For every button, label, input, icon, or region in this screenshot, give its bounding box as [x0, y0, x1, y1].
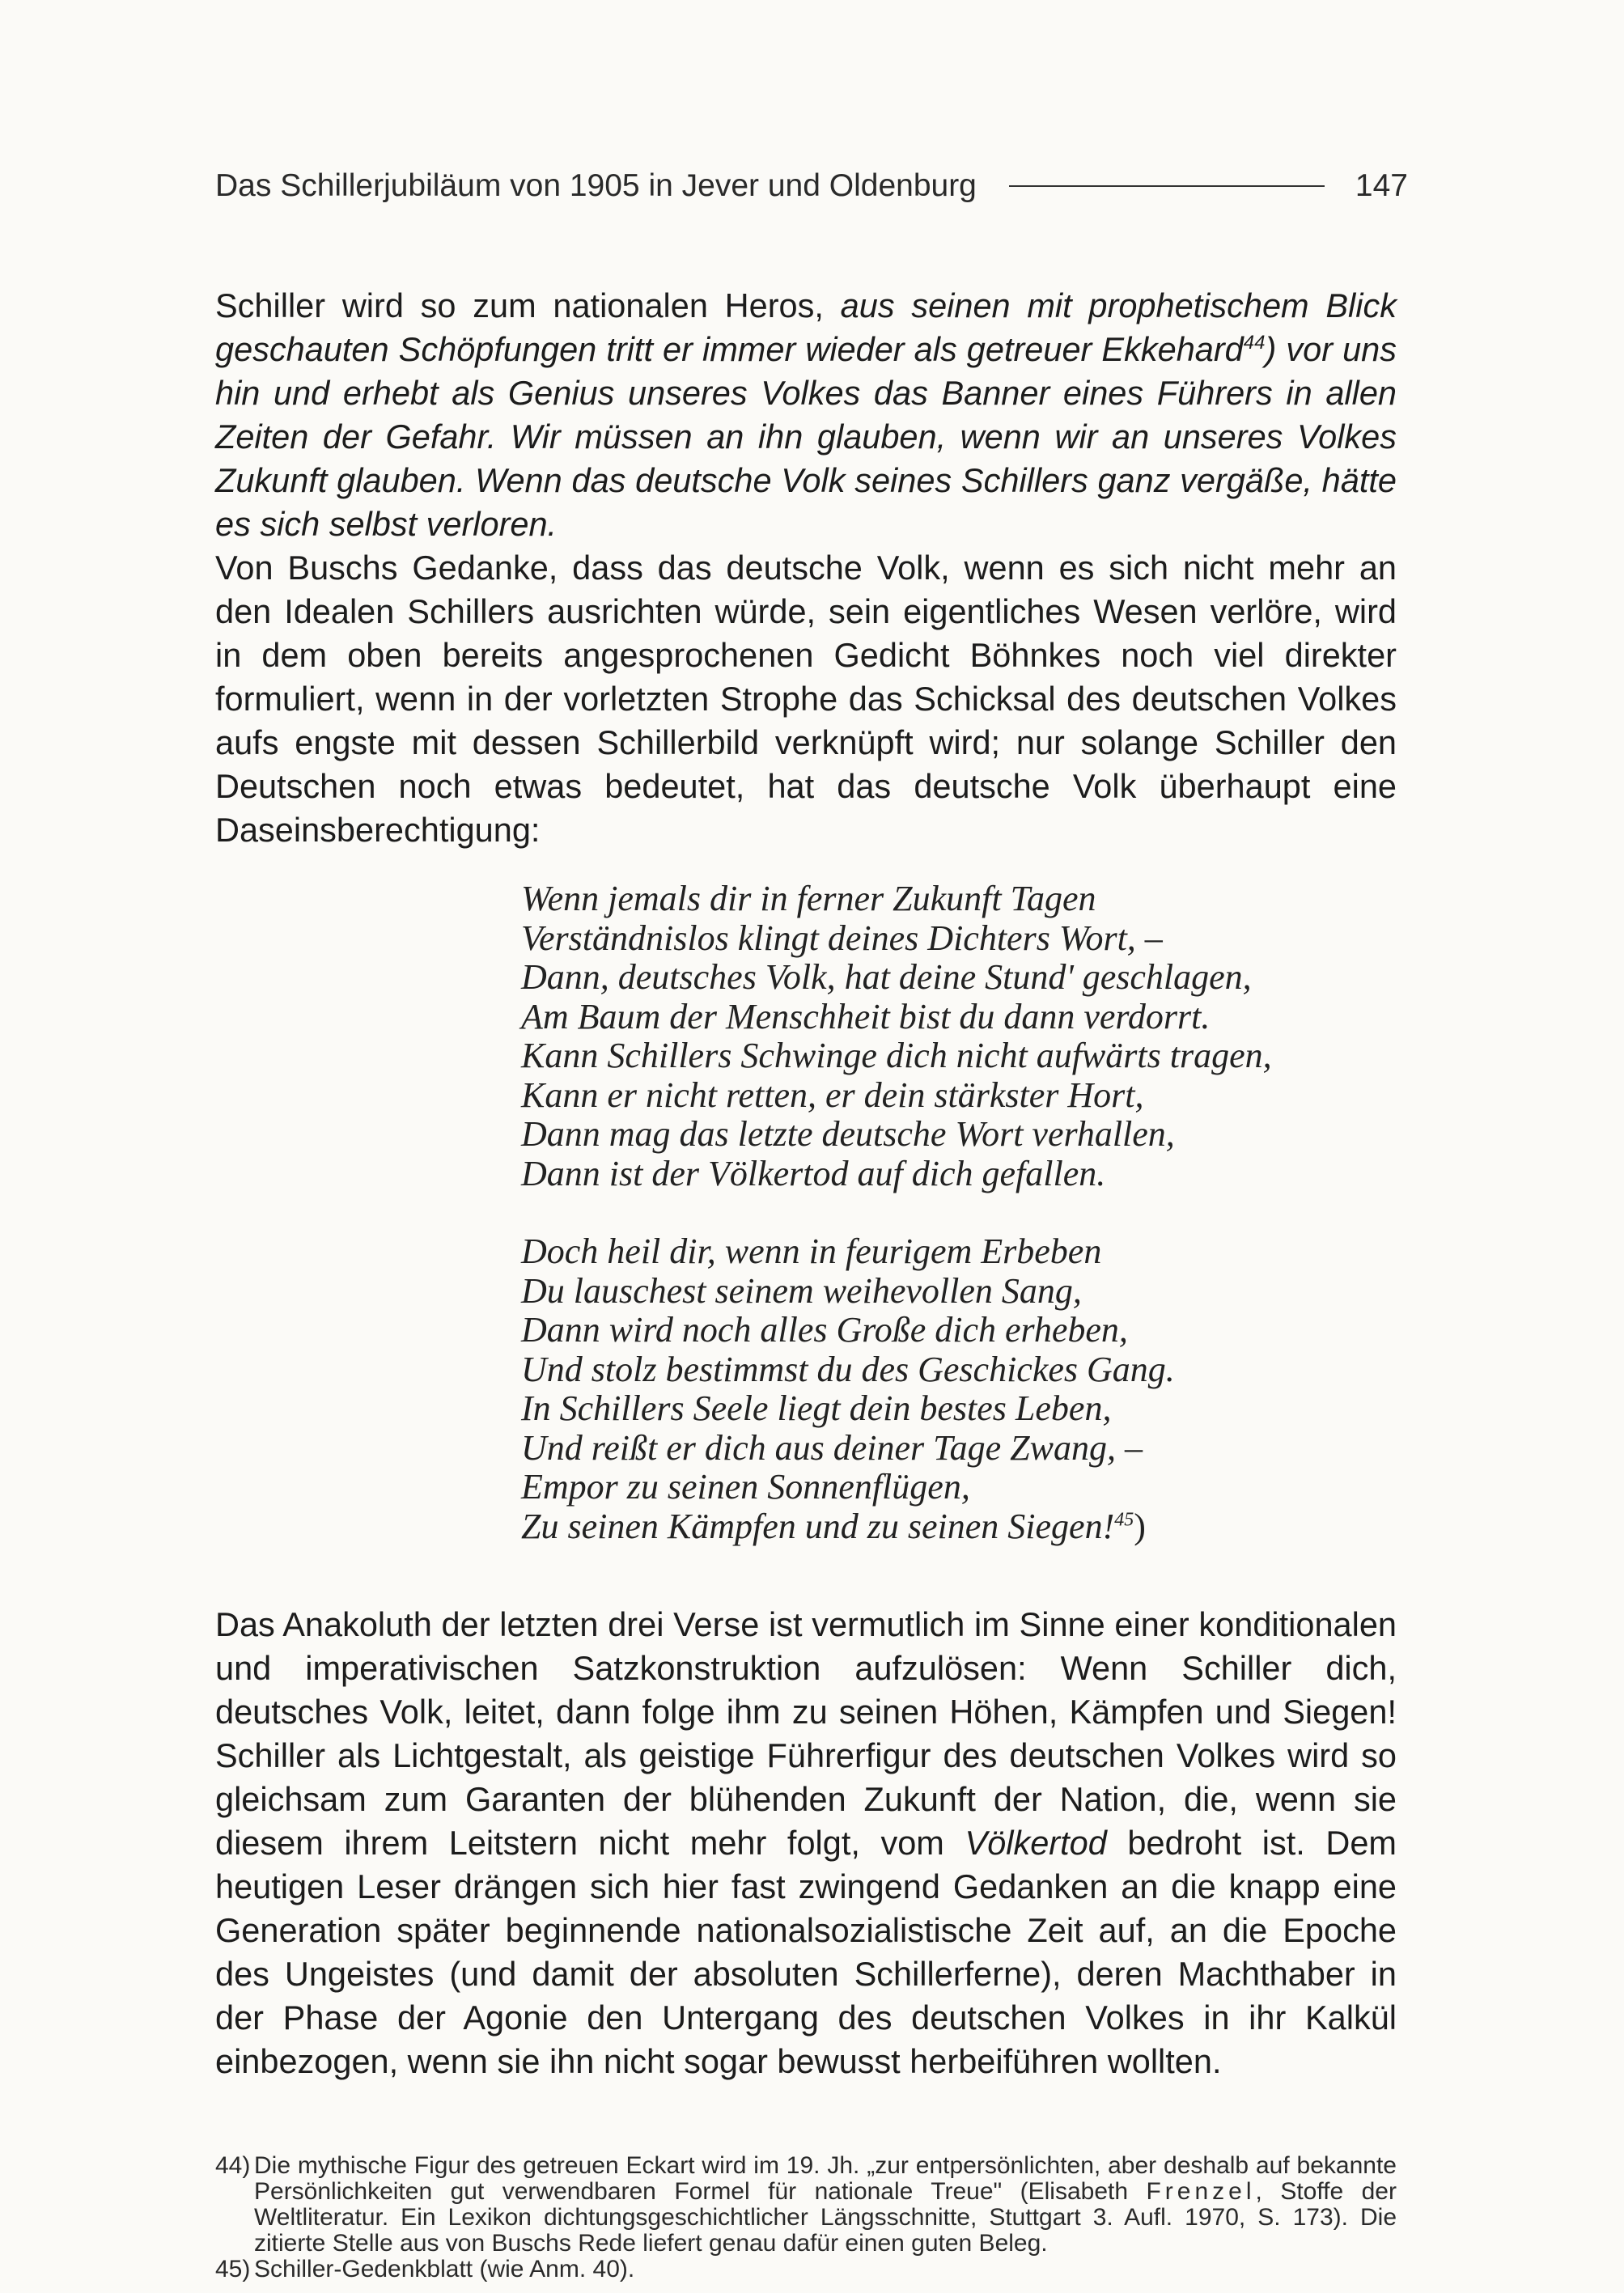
poem-line: Dann wird noch alles Große dich erheben,: [521, 1310, 1128, 1350]
poem-line: Doch heil dir, wenn in feurigem Erbeben: [521, 1231, 1102, 1271]
footnote-number: 45): [215, 2256, 251, 2282]
poem: [521, 879, 1397, 1546]
poem-last-line: [521, 1507, 1397, 1547]
poem-line: Wenn jemals dir in ferner Zukunft Tagen: [521, 879, 1096, 918]
footnote-text: Schiller-Gedenkblatt (wie Anm. 40).: [254, 2256, 635, 2282]
italic-quote-part2: ) vor uns hin und erhebt als Genius unseres Volkes das Banner eines Führers in allen Zeiten der Gefahr. Wir müssen an ihn glauben, wenn wir an unseres Volkes Zukunft glauben. Wenn das deutsche Volk seines Schillers ganz vergäße, hätte es sich selbst verloren.: [215, 330, 1397, 543]
footnote-ref-45[interactable]: 45: [1114, 1508, 1134, 1530]
poem-line: Am Baum der Menschheit bist du dann verdorrt.: [521, 996, 1211, 1036]
poem-line: In Schillers Seele liegt dein bestes Leben,: [521, 1388, 1112, 1428]
poem-line: Dann ist der Völkertod auf dich gefallen.: [521, 1153, 1106, 1193]
poem-line: Verständnislos klingt deines Dichters Wort, –: [521, 918, 1163, 958]
poem-stanza-2: [521, 1232, 1397, 1546]
header-rule: [1009, 185, 1325, 187]
paragraph-anakoluth: [215, 1603, 1397, 2083]
footnote-text-part2: , Stoffe der Weltliteratur. Ein Lexikon dichtungsgeschichtlicher Längsschnitte, Stuttgart 3. Aufl. 1970, S. 173). Die zitierte Stelle aus von Buschs Rede liefert genau dafür einen guten Beleg.: [254, 2178, 1397, 2257]
footnote-text: [254, 2153, 1397, 2257]
poem-line: Und stolz bestimmst du des Geschickes Gang.: [521, 1349, 1175, 1389]
page-header: [215, 158, 1408, 214]
poem-last-line-text: Zu seinen Kämpfen und zu seinen Siegen!: [521, 1506, 1115, 1546]
footnote-author: Frenzel: [1146, 2178, 1256, 2205]
book-page: [215, 158, 1408, 2282]
footnotes: [215, 2153, 1397, 2282]
italic-term-voelkertod: Völkertod: [965, 1824, 1107, 1862]
poem-line: Du lauschest seinem weihevollen Sang,: [521, 1270, 1082, 1311]
poem-line: Dann mag das letzte deutsche Wort verhallen,: [521, 1114, 1175, 1154]
running-title: Das Schillerjubiläum von 1905 in Jever und Oldenburg: [215, 168, 977, 203]
paragraph-lead: Schiller wird so zum nationalen Heros,: [215, 286, 841, 324]
italic-quote-part1: aus seinen mit prophetischem Blick geschauten Schöpfungen tritt er immer wieder als getreuer Ekkehard: [215, 286, 1397, 368]
poem-stanza-1: [521, 879, 1397, 1193]
poem-line: Und reißt er dich aus deiner Tage Zwang, –: [521, 1427, 1143, 1468]
footnote-45: [215, 2257, 1397, 2282]
footnote-ref-44[interactable]: 44: [1243, 332, 1266, 354]
paragraph-quote-busch: [215, 284, 1397, 546]
paragraph-boehnke: Von Buschs Gedanke, dass das deutsche Volk, wenn es sich nicht mehr an den Idealen Schillers ausrichten würde, sein eigentliches Wesen verlöre, wird in dem oben bereits angesprochenen Gedicht Böhnkes noch viel direkter formuliert, wenn in der vorletzten Strophe das Schicksal des deutschen Volkes aufs engste mit dessen Schillerbild verknüpft wird; nur solange Schiller den Deutschen noch etwas bedeutet, hat das deutsche Volk überhaupt eine Daseinsberechtigung:: [215, 549, 1397, 849]
poem-line: Kann er nicht retten, er dein stärkster Hort,: [521, 1074, 1144, 1115]
poem-line: Kann Schillers Schwinge dich nicht aufwärts tragen,: [521, 1036, 1272, 1075]
page-number: 147: [1355, 168, 1408, 203]
closing-paren: ): [1134, 1506, 1146, 1546]
footnote-text-part1: Die mythische Figur des getreuen Eckart wird im 19. Jh. „zur entpersönlichten, aber deshalb auf bekannte Persönlichkeiten gut verwendbaren Formel für nationale Treue" (Elisabeth: [254, 2152, 1397, 2205]
footnote-number: 44): [215, 2152, 251, 2179]
paragraph-anakoluth-part2: bedroht ist. Dem heutigen Leser drängen sich hier fast zwingend Gedanken an die knapp eine Generation später beginnende nationalsozialistische Zeit auf, an die Epoche des Ungeistes (und damit der absoluten Schillerferne), deren Machthaber in der Phase der Agonie den Untergang des deutschen Volkes in ihr Kalkül einbezogen, wenn sie ihn nicht sogar bewusst herbeiführen wollten.: [215, 1824, 1397, 2080]
poem-line: Empor zu seinen Sonnenflügen,: [521, 1467, 970, 1507]
paragraph-anakoluth-part1: Das Anakoluth der letzten drei Verse ist vermutlich im Sinne einer konditionalen und imperativischen Satzkonstruktion aufzulösen: Wenn Schiller dich, deutsches Volk, leitet, dann folge ihm zu seinen Höhen, Kämpfen und Siegen! Schiller als Lichtgestalt, als geistige Führerfigur des deutschen Volkes wird so gleichsam zum Garanten der blühenden Zukunft der Nation, die, wenn sie diesem ihrem Leitstern nicht mehr folgt, vom: [215, 1605, 1397, 1862]
footnote-44: [215, 2153, 1397, 2257]
poem-line: Dann, deutsches Volk, hat deine Stund' geschlagen,: [521, 957, 1252, 997]
